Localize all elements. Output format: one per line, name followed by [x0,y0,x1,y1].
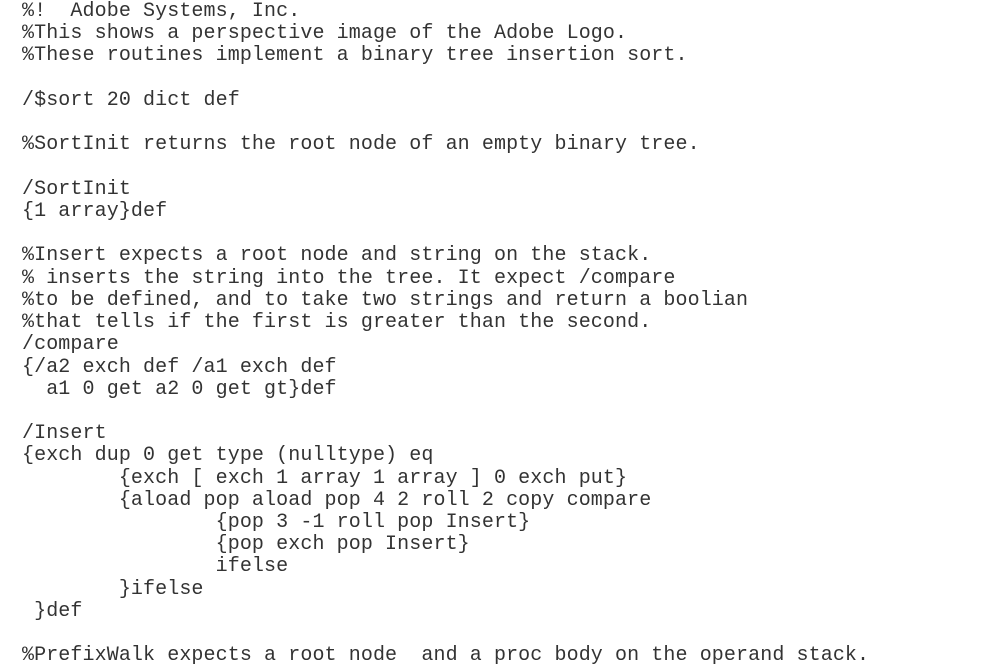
code-line: %PrefixWalk expects a root node and a proc body on the operand stack. [22,644,870,668]
code-line [22,112,1000,134]
code-line: {pop 3 -1 roll pop Insert} [22,511,531,535]
code-line: %This shows a perspective image of the Adobe Logo. [22,22,628,46]
code-line: a1 0 get a2 0 get gt}def [22,377,337,401]
code-line: %to be defined, and to take two strings and return a boolian [22,288,749,312]
code-line: ifelse [22,555,289,579]
code-line [22,401,1000,423]
code-line: {/a2 exch def /a1 exch def [22,355,337,379]
code-line: %SortInit returns the root node of an empty binary tree. [22,133,700,157]
code-line [22,68,1000,90]
code-line: /SortInit [22,177,131,201]
code-line: {pop exch pop Insert} [22,533,470,557]
code-line: %! Adobe Systems, Inc. [22,0,301,23]
code-line: %that tells if the first is greater than the second. [22,311,652,335]
code-line: {aload pop aload pop 4 2 roll 2 copy compare [22,488,652,512]
code-line: }ifelse [22,577,204,601]
code-block [22,1,1000,668]
code-line: }def [22,599,83,623]
code-line: /$sort 20 dict def [22,88,240,112]
code-line: % inserts the string into the tree. It expect /compare [22,266,676,290]
code-line: /compare [22,333,119,357]
code-line [22,223,1000,245]
code-line: {exch [ exch 1 array 1 array ] 0 exch put} [22,466,628,490]
code-line: /Insert [22,422,107,446]
code-line: %These routines implement a binary tree insertion sort. [22,44,688,68]
code-line [22,157,1000,179]
code-line: %Insert expects a root node and string on the stack. [22,244,652,268]
code-line [22,623,1000,645]
code-line: {1 array}def [22,199,168,223]
code-line: {exch dup 0 get type (nulltype) eq [22,444,434,468]
